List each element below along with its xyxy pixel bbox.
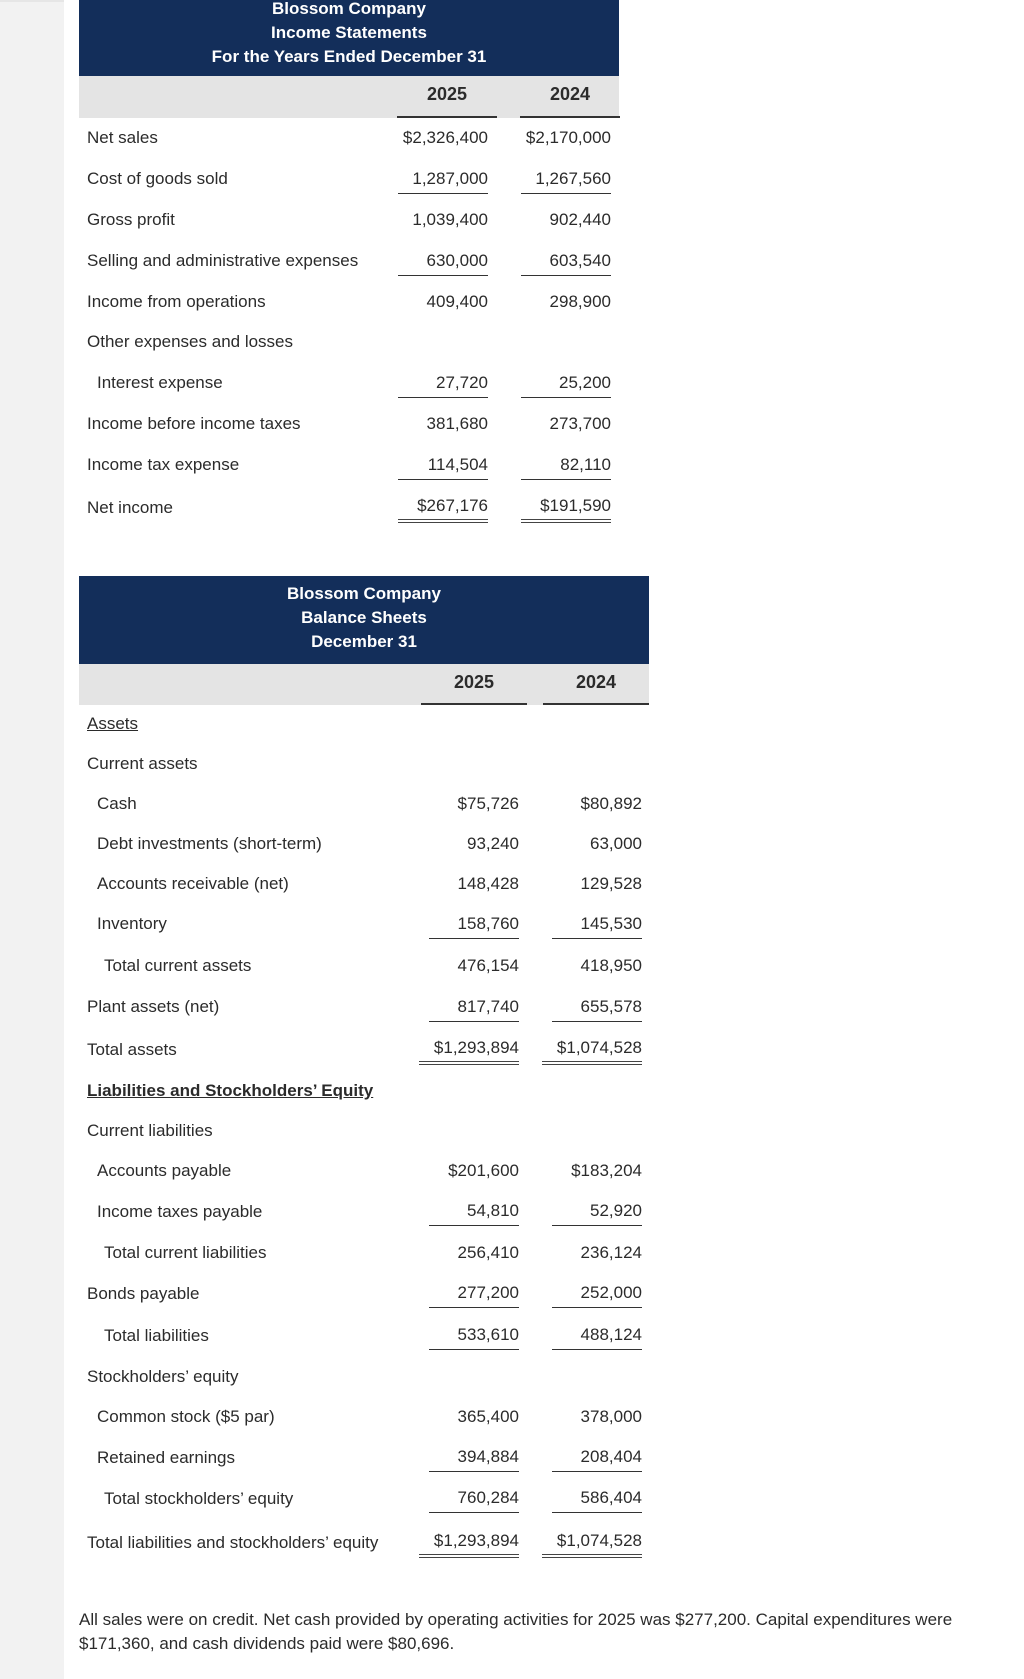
is-label: Selling and administrative expenses (87, 251, 359, 270)
bs-value-2024: 586,404 (552, 1486, 642, 1513)
bs-year-2025: 2025 (453, 672, 495, 692)
bs-label: Retained earnings (97, 1448, 235, 1467)
is-value-2024: 603,540 (521, 249, 611, 276)
bs-value-2025: $201,600 (448, 1161, 519, 1180)
balance-sheet-header (79, 576, 649, 664)
is-label: Gross profit (87, 210, 175, 229)
is-value-2025: 114,504 (398, 453, 488, 480)
bs-value-2024: 129,528 (580, 874, 642, 893)
bs-label: Current liabilities (87, 1121, 213, 1140)
bs-label: Cash (97, 794, 137, 813)
bs-label: Total assets (87, 1040, 177, 1059)
bs-label: Total liabilities (104, 1326, 209, 1345)
is-value-2024: $2,170,000 (525, 128, 611, 147)
bs-label: Inventory (97, 914, 167, 933)
bs-value-2025: $75,726 (457, 794, 519, 813)
is-value-2024: $191,590 (521, 494, 611, 523)
bs-period: December 31 (311, 632, 417, 651)
bs-year-2025-rule (421, 703, 527, 705)
bs-value-2024: $1,074,528 (542, 1529, 642, 1558)
is-label: Income before income taxes (87, 414, 301, 433)
bs-label: Total liabilities and stockholders’ equity (87, 1533, 379, 1552)
is-year-2025-rule (397, 116, 497, 118)
bs-value-2024: 655,578 (552, 995, 642, 1022)
is-year-2024: 2024 (549, 84, 591, 104)
bs-value-2025: 394,884 (429, 1445, 519, 1472)
is-value-2025: 630,000 (398, 249, 488, 276)
footnote: All sales were on credit. Net cash provided by operating activities for 2025 was $277,200. Capital expenditures were $171,360, and cash dividends paid were $80,696. (79, 1610, 953, 1653)
is-value-2024: 25,200 (521, 371, 611, 398)
bs-value-2025: 148,428 (457, 874, 519, 893)
is-value-2025: $2,326,400 (402, 128, 488, 147)
bs-label: Total stockholders’ equity (104, 1489, 294, 1508)
is-value-2025: 1,039,400 (412, 210, 488, 229)
is-period: For the Years Ended December 31 (211, 47, 487, 66)
bs-label: Current assets (87, 754, 198, 773)
bs-value-2025: 256,410 (457, 1243, 519, 1262)
is-value-2024: 902,440 (549, 210, 611, 229)
bs-value-2025: 93,240 (467, 834, 519, 853)
is-label: Interest expense (97, 373, 223, 392)
bs-value-2024: 488,124 (552, 1323, 642, 1350)
is-label: Income from operations (87, 292, 266, 311)
bs-label: Stockholders’ equity (87, 1367, 239, 1386)
bs-value-2025: 476,154 (457, 956, 519, 975)
bs-value-2024: 208,404 (552, 1445, 642, 1472)
bs-value-2024: 252,000 (552, 1281, 642, 1308)
is-statement-title: Income Statements (271, 23, 427, 42)
bs-value-2024: $183,204 (571, 1161, 642, 1180)
bs-value-2025: 533,610 (429, 1323, 519, 1350)
is-value-2025: 27,720 (398, 371, 488, 398)
bs-label: Income taxes payable (97, 1202, 263, 1221)
bs-value-2025: 817,740 (429, 995, 519, 1022)
is-value-2024: 1,267,560 (521, 167, 611, 194)
bs-label: Accounts payable (97, 1161, 232, 1180)
bs-label: Total current assets (104, 956, 252, 975)
bs-label: Accounts receivable (net) (97, 874, 289, 893)
bs-value-2024: 418,950 (580, 956, 642, 975)
is-value-2025: 409,400 (426, 292, 488, 311)
bs-value-2024: 145,530 (552, 912, 642, 939)
bs-value-2025: $1,293,894 (419, 1529, 519, 1558)
is-value-2025: 381,680 (426, 414, 488, 433)
is-year-2024-rule (520, 116, 620, 118)
is-label: Cost of goods sold (87, 169, 228, 188)
bs-value-2024: 63,000 (590, 834, 642, 853)
is-label: Net income (87, 498, 173, 517)
is-label: Net sales (87, 128, 158, 147)
bs-value-2025: 760,284 (429, 1486, 519, 1513)
bs-label: Bonds payable (87, 1284, 200, 1303)
is-label: Income tax expense (87, 455, 240, 474)
is-value-2024: 273,700 (549, 414, 611, 433)
is-year-2025: 2025 (426, 84, 468, 104)
bs-value-2025: 277,200 (429, 1281, 519, 1308)
bs-value-2024: 378,000 (580, 1407, 642, 1426)
is-value-2024: 298,900 (549, 292, 611, 311)
bs-statement-title: Balance Sheets (301, 608, 427, 627)
bs-label: Common stock ($5 par) (97, 1407, 275, 1426)
is-value-2024: 82,110 (521, 453, 611, 480)
bs-year-2024: 2024 (575, 672, 617, 692)
bs-company-name: Blossom Company (287, 584, 441, 603)
is-value-2025: $267,176 (398, 494, 488, 523)
bs-value-2024: 236,124 (580, 1243, 642, 1262)
bs-label: Assets (87, 714, 139, 733)
bs-value-2024: $80,892 (580, 794, 642, 813)
bs-value-2025: 158,760 (429, 912, 519, 939)
is-company-name: Blossom Company (272, 0, 426, 18)
bs-value-2025: 54,810 (429, 1199, 519, 1226)
bs-value-2025: $1,293,894 (419, 1036, 519, 1065)
is-label: Other expenses and losses (87, 332, 294, 351)
is-value-2025: 1,287,000 (398, 167, 488, 194)
bs-label: Total current liabilities (104, 1243, 267, 1262)
bs-year-2024-rule (543, 703, 649, 705)
bs-label: Plant assets (net) (87, 997, 220, 1016)
bs-label: Liabilities and Stockholders’ Equity (87, 1081, 374, 1100)
bs-value-2024: 52,920 (552, 1199, 642, 1226)
bs-value-2025: 365,400 (457, 1407, 519, 1426)
bs-label: Debt investments (short-term) (97, 834, 322, 853)
bs-value-2024: $1,074,528 (542, 1036, 642, 1065)
income-statement-header (79, 0, 619, 76)
